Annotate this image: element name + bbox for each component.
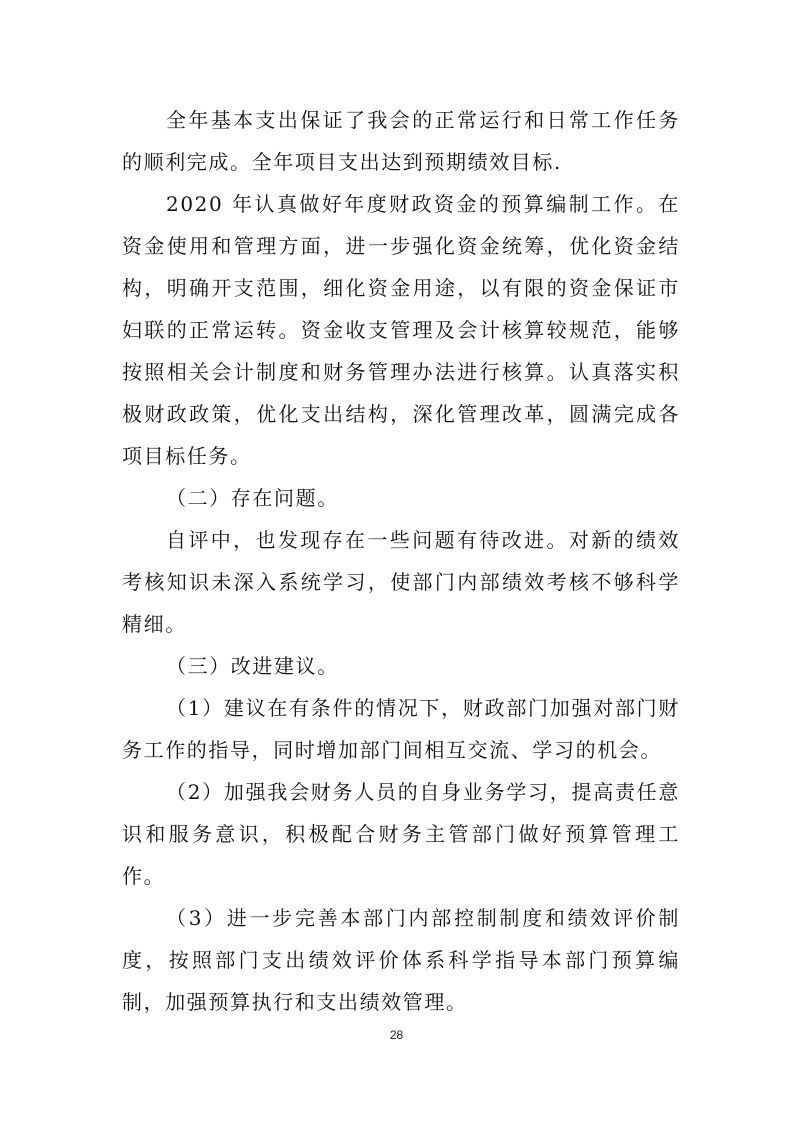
section-heading-problems: （二）存在问题。 bbox=[166, 486, 339, 510]
suggestion-item-2: （2）加强我会财务人员的自身业务学习，提高责任意识和服务意识，积极配合财务主管部门做好预算管理工作。 bbox=[122, 780, 680, 888]
paragraph-problems: 自评中，也发现存在一些问题有待改进。对新的绩效考核知识未深入系统学习，使部门内部绩效考核不够科学精细。 bbox=[122, 528, 680, 636]
page-number: 28 bbox=[389, 1028, 404, 1042]
paragraph-budget-work: 2020 年认真做好年度财政资金的预算编制工作。在资金使用和管理方面，进一步强化资金统筹，优化资金结构，明确开支范围，细化资金用途，以有限的资金保证市妇联的正常运转。资金收支管理及会计核算较规范，能够按照相关会计制度和财务管理办法进行核算。认真落实积极财政政策，优化支出结构，深化管理改革，圆满完成各项目标任务。 bbox=[122, 192, 680, 468]
document-body bbox=[122, 99, 680, 1023]
suggestion-item-3: （3）进一步完善本部门内部控制制度和绩效评价制度，按照部门支出绩效评价体系科学指导本部门预算编制，加强预算执行和支出绩效管理。 bbox=[122, 906, 680, 1014]
paragraph-basic-expenditure: 全年基本支出保证了我会的正常运行和日常工作任务的顺利完成。全年项目支出达到预期绩效目标. bbox=[122, 108, 680, 174]
section-heading-suggestions: （三）改进建议。 bbox=[166, 654, 339, 678]
suggestion-item-1: （1）建议在有条件的情况下，财政部门加强对部门财务工作的指导，同时增加部门间相互交流、学习的机会。 bbox=[122, 696, 680, 762]
